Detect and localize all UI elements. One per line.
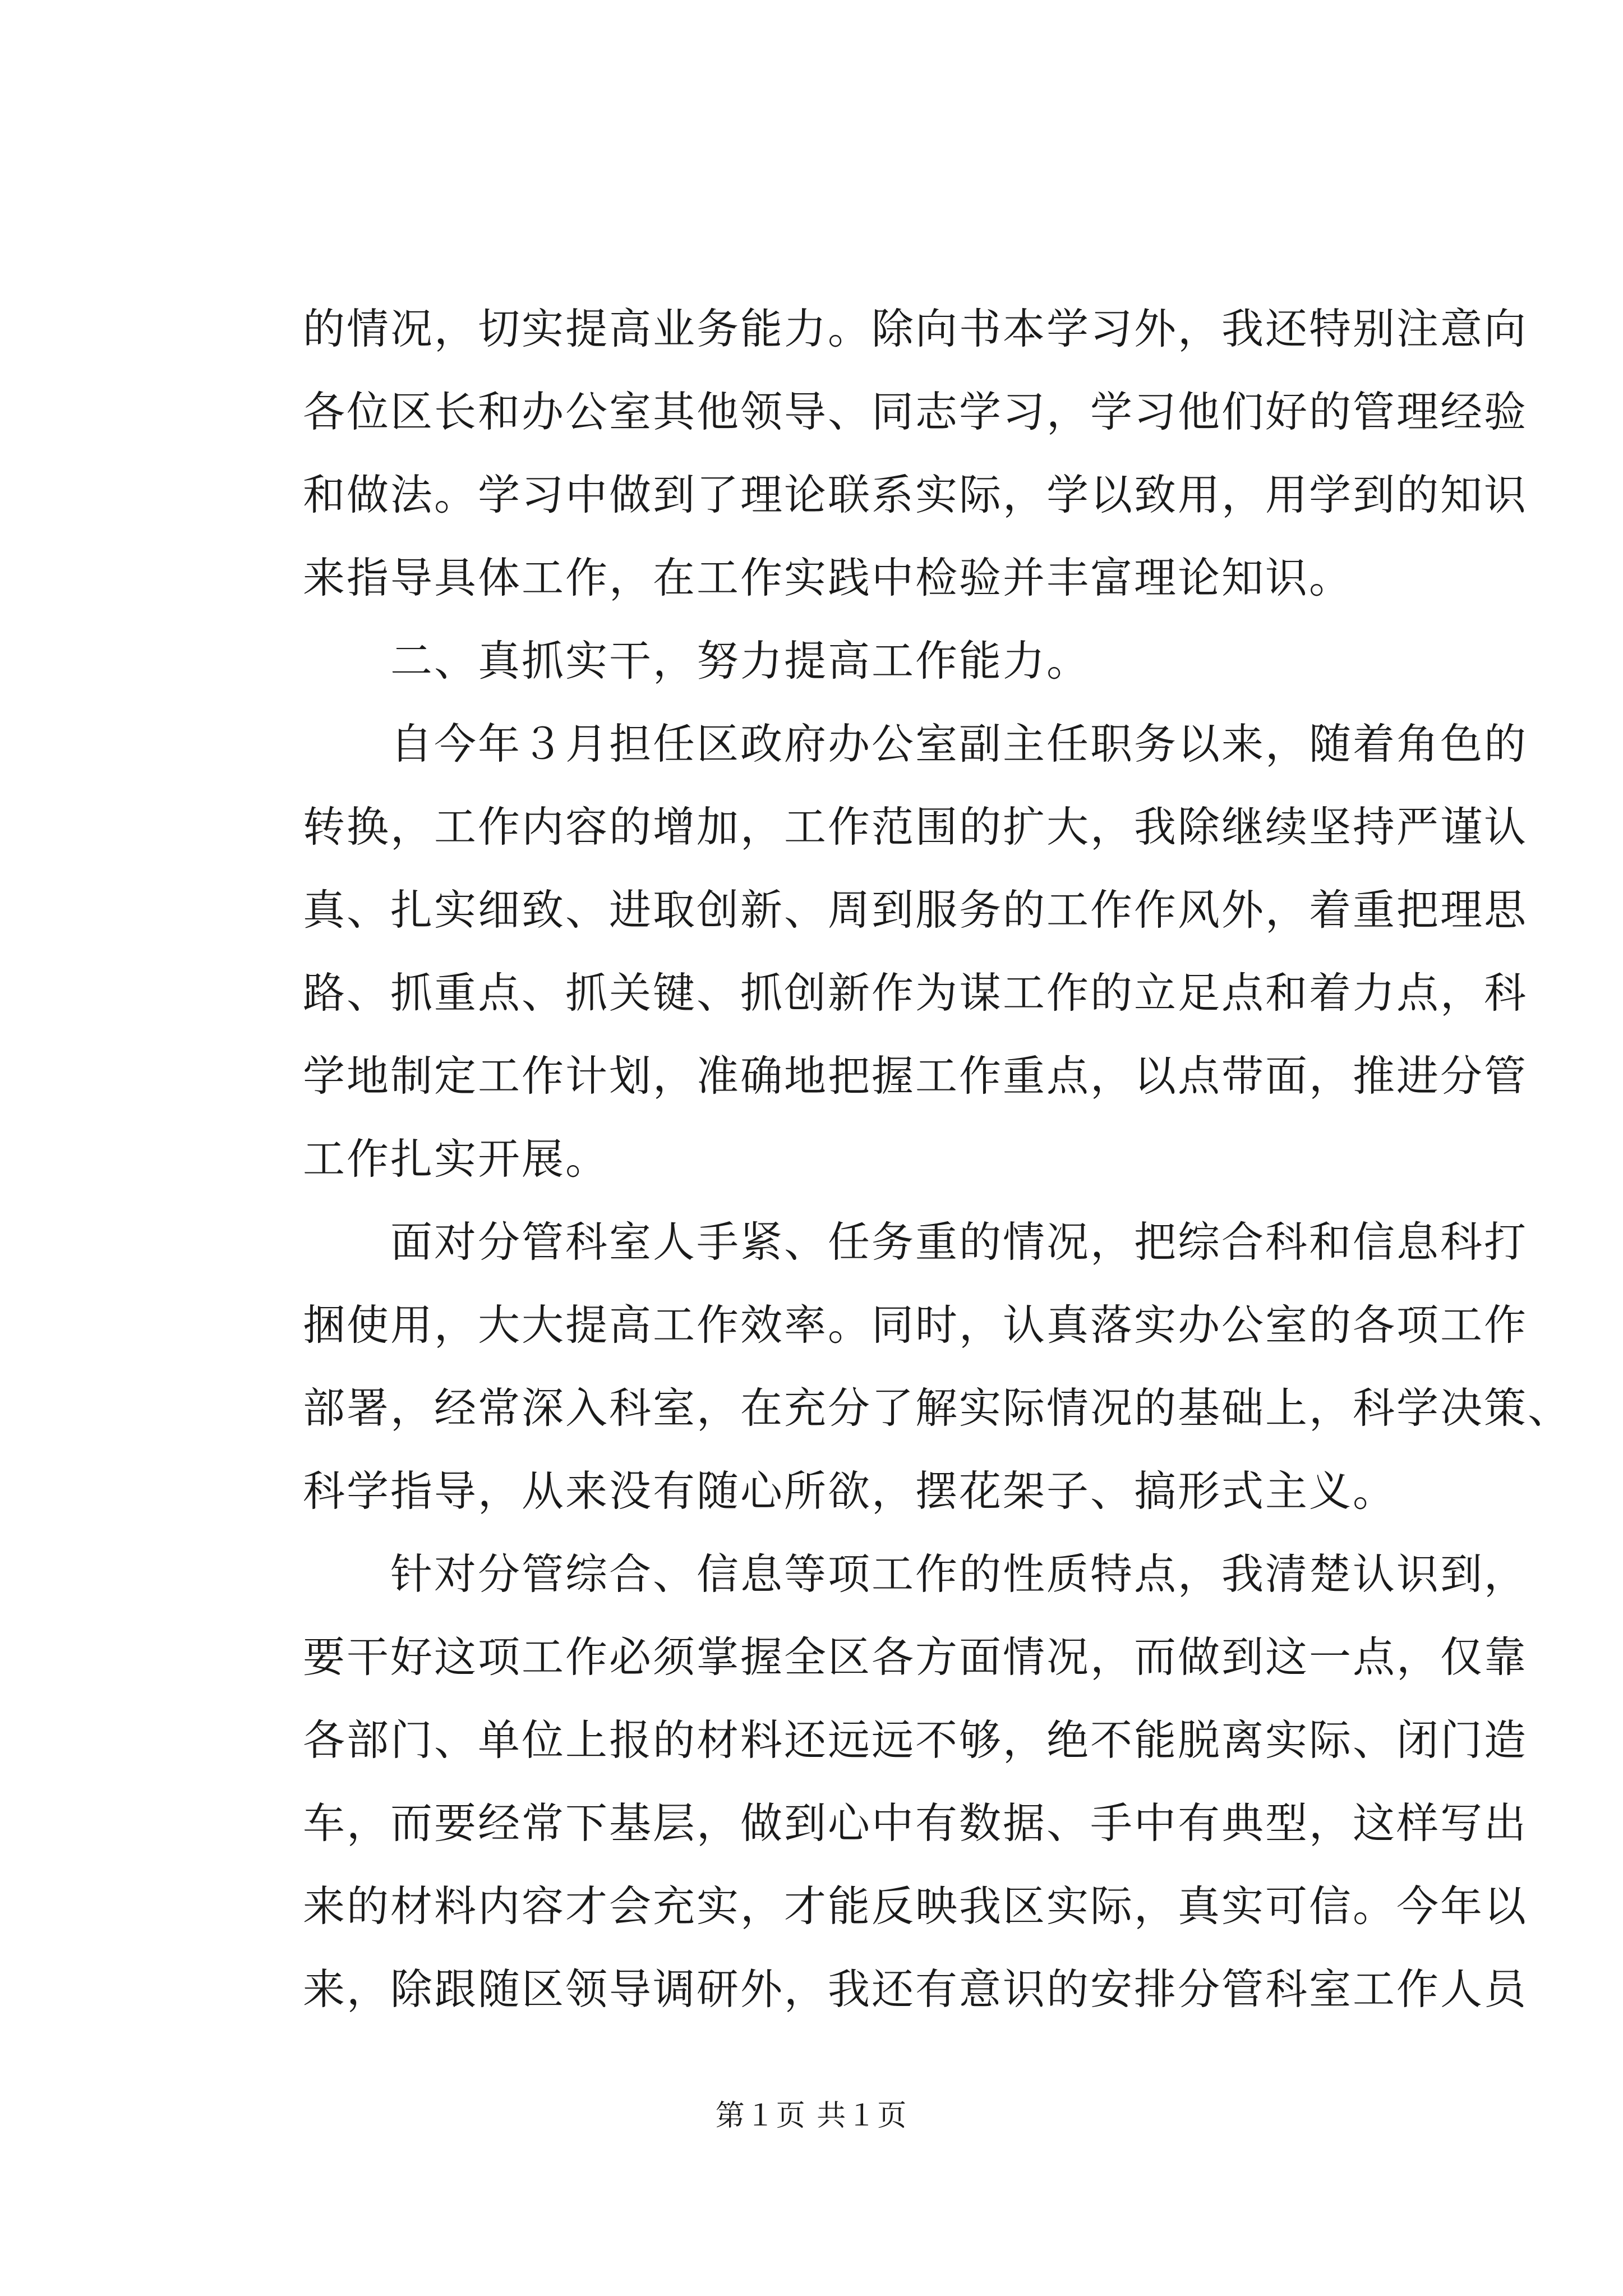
text-line: 和做法。学习中做到了理论联系实际，学以致用，用学到的知识: [303, 470, 1528, 519]
text-line: 工作扎实开展。: [303, 1134, 610, 1184]
text-line: 车，而要经常下基层，做到心中有数据、手中有典型，这样写出: [303, 1798, 1528, 1848]
text-line: 学地制定工作计划，准确地把握工作重点，以点带面，推进分管: [303, 1051, 1528, 1101]
text-line: 各位区长和办公室其他领导、同志学习，学习他们好的管理经验: [303, 387, 1528, 436]
text-line: 来的材料内容才会充实，才能反映我区实际，真实可信。今年以: [303, 1881, 1528, 1931]
page-footer: 第１页 共１页: [715, 2099, 908, 2133]
text-line: 科学指导，从来没有随心所欲，摆花架子、搞形式主义。: [303, 1466, 1397, 1516]
text-line: 部署，经常深入科室，在充分了解实际情况的基础上，科学决策、: [303, 1383, 1572, 1433]
text-line: 的情况，切实提高业务能力。除向书本学习外，我还特别注意向: [303, 304, 1528, 353]
text-line: 真、扎实细致、进取创新、周到服务的工作作风外，着重把理思: [303, 885, 1528, 935]
document-body: [303, 287, 1572, 2031]
text-line: 来，除跟随区领导调研外，我还有意识的安排分管科室工作人员: [303, 1964, 1528, 2014]
text-line: 来指导具体工作，在工作实践中检验并丰富理论知识。: [303, 553, 1353, 602]
text-line: 要干好这项工作必须掌握全区各方面情况，而做到这一点，仅靠: [303, 1632, 1528, 1682]
text-line: 各部门、单位上报的材料还远远不够，绝不能脱离实际、闭门造: [303, 1715, 1528, 1765]
section-heading: 二、真抓实干，努力提高工作能力。: [303, 636, 1091, 685]
text-line: 面对分管科室人手紧、任务重的情况，把综合科和信息科打: [303, 1217, 1528, 1267]
text-line: 路、抓重点、抓关键、抓创新作为谋工作的立足点和着力点，科: [303, 968, 1528, 1018]
text-line: 转换，工作内容的增加，工作范围的扩大，我除继续坚持严谨认: [303, 802, 1528, 852]
text-line: 自今年３月担任区政府办公室副主任职务以来，随着角色的: [303, 719, 1528, 769]
text-line: 针对分管综合、信息等项工作的性质特点，我清楚认识到，: [303, 1549, 1528, 1599]
text-line: 捆使用，大大提高工作效率。同时，认真落实办公室的各项工作: [303, 1300, 1528, 1350]
